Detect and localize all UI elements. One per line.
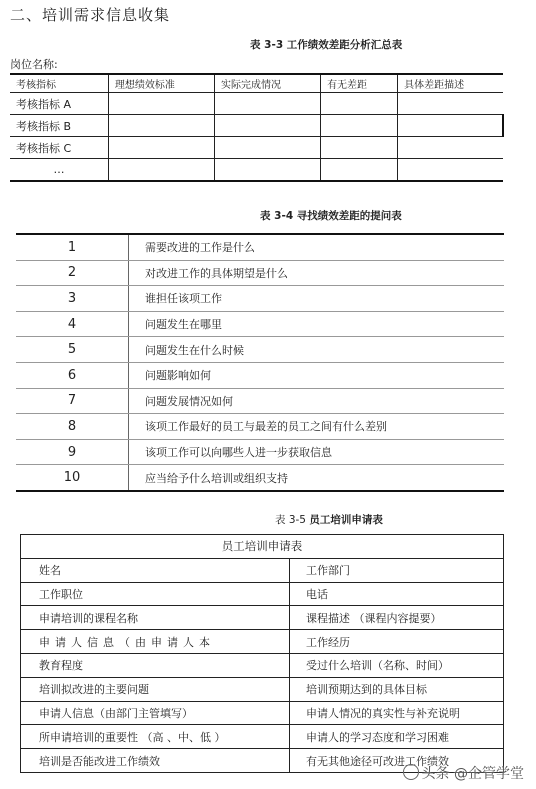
- section-title: 二、培训需求信息收集: [10, 6, 171, 24]
- header-cell: 考核指标: [10, 74, 108, 93]
- table-row: [21, 725, 504, 749]
- table2-caption: 表 3-4 寻找绩效差距的提问表: [260, 210, 402, 222]
- question-number: 8: [16, 414, 129, 440]
- empty-cell: [214, 93, 320, 115]
- gap-question-table: [16, 233, 504, 492]
- post-name-label: 岗位名称:: [10, 58, 58, 71]
- table-row: [16, 260, 504, 286]
- indicator-cell: …: [10, 159, 108, 182]
- table-row: [16, 388, 504, 414]
- empty-cell: [398, 159, 503, 182]
- caption-prefix: 表 3-5: [275, 514, 310, 526]
- table-row: [16, 337, 504, 363]
- question-text: 应当给予什么培训或组织支持: [129, 465, 505, 491]
- table-row: [10, 137, 503, 159]
- empty-cell: [214, 159, 320, 182]
- question-text: 问题发展情况如何: [129, 388, 505, 414]
- question-number: 5: [16, 337, 129, 363]
- form-field-left: 培训拟改进的主要问题: [21, 677, 290, 701]
- form-field-right: 工作经历: [290, 630, 504, 654]
- watermark-logo-icon: [403, 764, 419, 780]
- form-field-right: 工作部门: [290, 558, 504, 582]
- empty-cell: [321, 137, 398, 159]
- form-field-right: 培训预期达到的具体目标: [290, 677, 504, 701]
- performance-gap-table: [10, 73, 504, 182]
- indicator-cell: 考核指标 A: [10, 93, 108, 115]
- table-row: [10, 115, 503, 137]
- form-field-right: 受过什么培训（名称、时间）: [290, 653, 504, 677]
- empty-cell: [321, 93, 398, 115]
- table-row: [10, 93, 503, 115]
- table-row: [21, 701, 504, 725]
- indicator-cell: 考核指标 B: [10, 115, 108, 137]
- empty-cell: [398, 115, 503, 137]
- form-field-right: 申请人情况的真实性与补充说明: [290, 701, 504, 725]
- table-row: [21, 677, 504, 701]
- table-row: [21, 653, 504, 677]
- table-header-row: [10, 74, 503, 93]
- header-cell: 实际完成情况: [214, 74, 320, 93]
- table-row: [21, 582, 504, 606]
- question-text: 问题发生在哪里: [129, 311, 505, 337]
- table-row: [16, 234, 504, 260]
- table1-caption: 表 3-3 工作绩效差距分析汇总表: [250, 39, 403, 51]
- question-number: 7: [16, 388, 129, 414]
- form-title: 员工培训申请表: [21, 535, 504, 559]
- question-text: 问题影响如何: [129, 362, 505, 388]
- empty-cell: [108, 137, 214, 159]
- table-row: [16, 286, 504, 312]
- question-number: 3: [16, 286, 129, 312]
- empty-cell: [321, 159, 398, 182]
- watermark: [400, 763, 524, 783]
- empty-cell: [108, 115, 214, 137]
- question-text: 对改进工作的具体期望是什么: [129, 260, 505, 286]
- table-row: [16, 414, 504, 440]
- form-field-left: 培训是否能改进工作绩效: [21, 749, 290, 773]
- empty-cell: [398, 137, 503, 159]
- table-row: [21, 630, 504, 654]
- form-title-row: [21, 535, 504, 559]
- table-row: [21, 606, 504, 630]
- empty-cell: [108, 159, 214, 182]
- table-row: [16, 465, 504, 491]
- form-field-left: 所申请培训的重要性 （高 、中、低 ）: [21, 725, 290, 749]
- header-cell: 具体差距描述: [398, 74, 503, 93]
- caption-bold: 员工培训申请表: [309, 514, 383, 526]
- question-text: 问题发生在什么时候: [129, 337, 505, 363]
- form-field-right: 课程描述 （课程内容提要）: [290, 606, 504, 630]
- question-text: 需要改进的工作是什么: [129, 234, 505, 260]
- form-field-left: 教育程度: [21, 653, 290, 677]
- form-field-right: 电话: [290, 582, 504, 606]
- question-number: 1: [16, 234, 129, 260]
- question-number: 6: [16, 362, 129, 388]
- table-row: [16, 362, 504, 388]
- empty-cell: [108, 93, 214, 115]
- question-number: 9: [16, 439, 129, 465]
- question-number: 2: [16, 260, 129, 286]
- training-application-table: [20, 534, 504, 773]
- question-text: 谁担任该项工作: [129, 286, 505, 312]
- table-row: [16, 439, 504, 465]
- question-text: 该项工作最好的员工与最差的员工之间有什么差别: [129, 414, 505, 440]
- form-field-right: 有无其他途径可改进工作绩效: [290, 749, 504, 773]
- question-text: 该项工作可以向哪些人进一步获取信息: [129, 439, 505, 465]
- question-number: 10: [16, 465, 129, 491]
- table3-caption: [275, 512, 383, 527]
- empty-cell: [321, 115, 398, 137]
- empty-cell: [214, 137, 320, 159]
- form-field-left: 申请培训的课程名称: [21, 606, 290, 630]
- table-row: [21, 558, 504, 582]
- form-field-right: 申请人的学习态度和学习困难: [290, 725, 504, 749]
- form-field-left: 工作职位: [21, 582, 290, 606]
- header-cell: 有无差距: [321, 74, 398, 93]
- header-cell: 理想绩效标准: [108, 74, 214, 93]
- question-number: 4: [16, 311, 129, 337]
- empty-cell: [398, 93, 503, 115]
- table-row: [16, 311, 504, 337]
- form-field-left: 申请人信息（由申请人本: [21, 630, 290, 654]
- table-row: [10, 159, 503, 182]
- indicator-cell: 考核指标 C: [10, 137, 108, 159]
- form-field-left: 姓名: [21, 558, 290, 582]
- watermark-text: 头条 @企管学堂: [421, 766, 524, 782]
- empty-cell: [214, 115, 320, 137]
- form-field-left: 申请人信息（由部门主管填写）: [21, 701, 290, 725]
